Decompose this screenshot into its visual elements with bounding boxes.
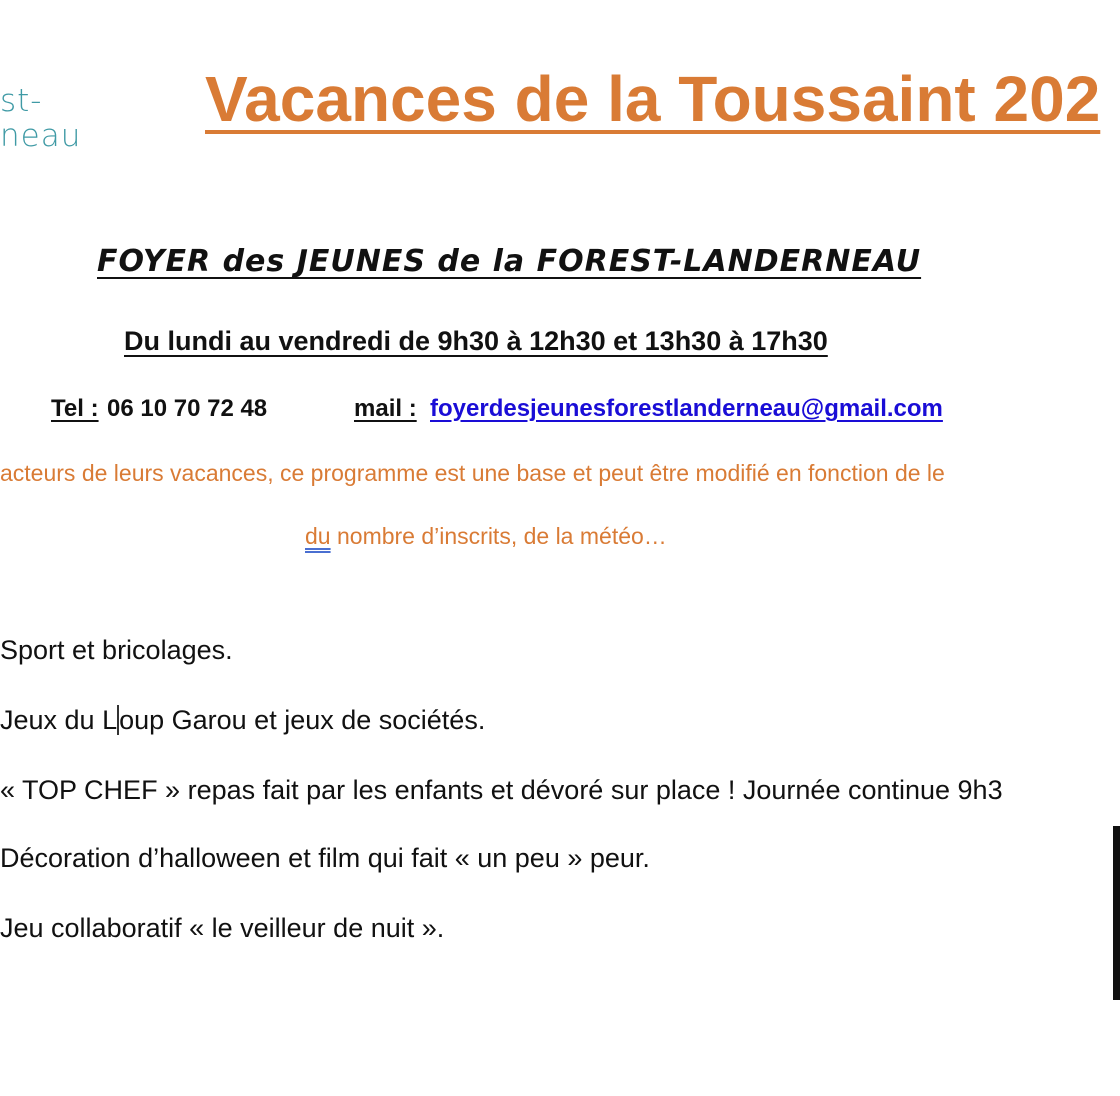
mail-label: mail : [354, 395, 417, 422]
activity-item-2 [0, 705, 485, 736]
activity-item-2-end: oup Garou et jeux de sociétés. [119, 705, 486, 735]
page-title: Vacances de la Toussaint 202 [205, 63, 1101, 135]
logo-line-1: st- [0, 83, 43, 119]
activity-item-5: Jeu collaboratif « le veilleur de nuit ». [0, 913, 445, 943]
email-link[interactable]: foyerdesjeunesforestlanderneau@gmail.com [430, 395, 943, 422]
logo-line-2: neau [0, 118, 82, 154]
notice-line-2-rest: nombre d’inscrits, de la météo… [330, 523, 667, 549]
notice-du-word: du [305, 523, 331, 549]
notice-line-1: acteurs de leurs vacances, ce programme est une base et peut être modifié en fonction de le [0, 460, 945, 486]
activity-item-2-start: Jeux du L [0, 705, 118, 735]
activity-item-1: Sport et bricolages. [0, 635, 233, 665]
notice-line-2 [305, 523, 667, 550]
tel-value: 06 10 70 72 48 [107, 395, 268, 422]
activity-item-3: « TOP CHEF » repas fait par les enfants et dévoré sur place ! Journée continue 9h3 [0, 775, 1003, 805]
foyer-heading: FOYER des JEUNES de la FOREST-LANDERNEAU [97, 244, 922, 279]
activity-item-4: Décoration d’halloween et film qui fait « un peu » peur. [0, 843, 650, 873]
tel-label: Tel : [51, 395, 99, 422]
opening-hours: Du lundi au vendredi de 9h30 à 12h30 et 13h30 à 17h30 [124, 326, 828, 356]
edge-bar [1113, 826, 1120, 1000]
